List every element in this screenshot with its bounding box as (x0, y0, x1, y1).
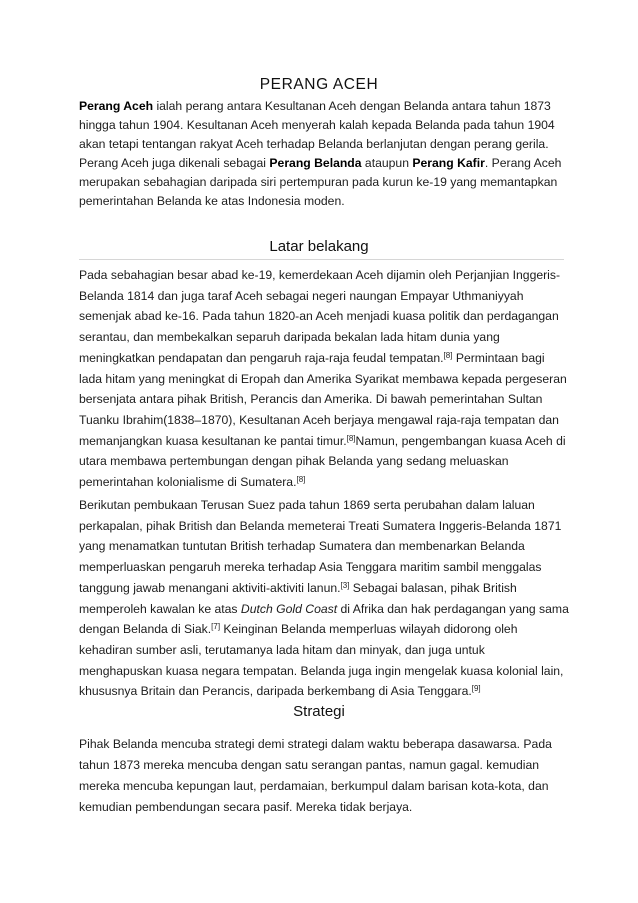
citation-ref[interactable]: [3] (340, 580, 350, 590)
document-title: PERANG ACEH (259, 76, 379, 93)
citation-ref[interactable]: [8] (346, 433, 356, 443)
strategy-paragraph: Pihak Belanda mencuba strategi demi strategi dalam waktu beberapa dasawarsa. Pada tahun 1873 mereka mencuba dengan satu serangan pantas, namun gagal. kemudian mereka mencuba kepungan laut, perdamaian, berkumpul dalam barisan kota-kota, dan kemudian pembendungan secara pasif. Mereka tidak berjaya. (79, 737, 552, 814)
bold-term-perang-belanda: Perang Belanda (269, 156, 362, 170)
citation-ref[interactable]: [8] (296, 475, 306, 485)
bg2-text-2: Sebagai balasan, pihak British memperoleh kawalan ke atas (79, 580, 517, 616)
intro-text-3: . Perang Aceh merupakan sebahagian daripada siri pertempuran pada kurun ke-19 yang memantapkan pemerintahan Belanda ke atas Indonesia moden. (79, 156, 562, 208)
section-heading-latar-belakang: Latar belakang (269, 238, 369, 255)
background-paragraph-2 (79, 495, 569, 702)
intro-text-2: ataupun (361, 156, 413, 170)
bg1-text-3: Namun, pengembangan kuasa Aceh di utara membawa pertembungan dengan pihak Belanda yang sedang meluaskan pemerintahan kolonialisme di Sumatera. (79, 433, 566, 490)
section-divider (79, 259, 564, 260)
citation-ref[interactable]: [8] (443, 350, 453, 360)
bold-term-perang-kafir: Perang Kafir (412, 156, 485, 170)
background-paragraph-1 (79, 265, 569, 493)
bg1-text-2: Permintaan bagi lada hitam yang meningkat di Eropah dan Amerika Syarikat membawa kepada pergeseran bersenjata antara pihak British, Perancis dan Amerika. Di bawah pemerintahan Sultan Tuanku Ibrahim(1838–1870), Kesultanan Aceh berjaya mengawal raja-raja tempatan dan memanjangkan kuasa kesultanan ke pantai timur. (79, 350, 567, 448)
bg2-text-1: Berikutan pembukaan Terusan Suez pada tahun 1869 serta perubahan dalam laluan perkapalan, pihak British dan Belanda memeterai Treati Sumatera Inggeris-Belanda 1871 yang menamatkan tuntutan British terhadap Sumatera dan membenarkan Belanda memperluaskan pengaruh mereka terhadap Asia Tenggara maritim sambil menggalas tanggung jawab menangani aktiviti-aktiviti lanun. (79, 498, 562, 595)
bg2-text-3: di Afrika dan hak perdagangan yang sama dengan Belanda di Siak. (79, 601, 569, 637)
bg2-text-4: Keinginan Belanda memperluas wilayah didorong oleh kehadiran sumber asli, terutamanya lada hitam dan minyak, dan juga untuk menghapuskan kuasa negara tempatan. Belanda juga ingin mengelak kuasa kolonial lain, khususnya Britain dan Perancis, daripada berkembang di Asia Tenggara. (79, 622, 564, 699)
italic-term-dutch-gold-coast: Dutch Gold Coast (240, 601, 338, 616)
intro-paragraph (79, 97, 569, 211)
section-heading-strategi: Strategi (293, 703, 345, 720)
citation-ref[interactable]: [9] (471, 684, 481, 694)
bold-term-perang-aceh: Perang Aceh (79, 99, 154, 113)
bg1-text-1: Pada sebahagian besar abad ke-19, kemerdekaan Aceh dijamin oleh Perjanjian Inggeris-Belanda 1814 dan juga taraf Aceh sebagai negeri naungan Empayar Uthmaniyyah semenjak abad ke-16. Pada tahun 1820-an Aceh menjadi kuasa politik dan perdagangan serantau, dan membekalkan separuh daripada bekalan lada hitam dunia yang meningkatkan pendapatan dan pengaruh raja-raja feudal tempatan. (79, 268, 561, 365)
citation-ref[interactable]: [7] (211, 622, 221, 632)
intro-text-1: ialah perang antara Kesultanan Aceh dengan Belanda antara tahun 1873 hingga tahun 1904. Kesultanan Aceh menyerah kalah kepada Belanda pada tahun 1904 akan tetapi tentangan rakyat Aceh terhadap Belanda berlanjutan dengan perang gerila. Perang Aceh juga dikenali sebagai (79, 99, 555, 170)
